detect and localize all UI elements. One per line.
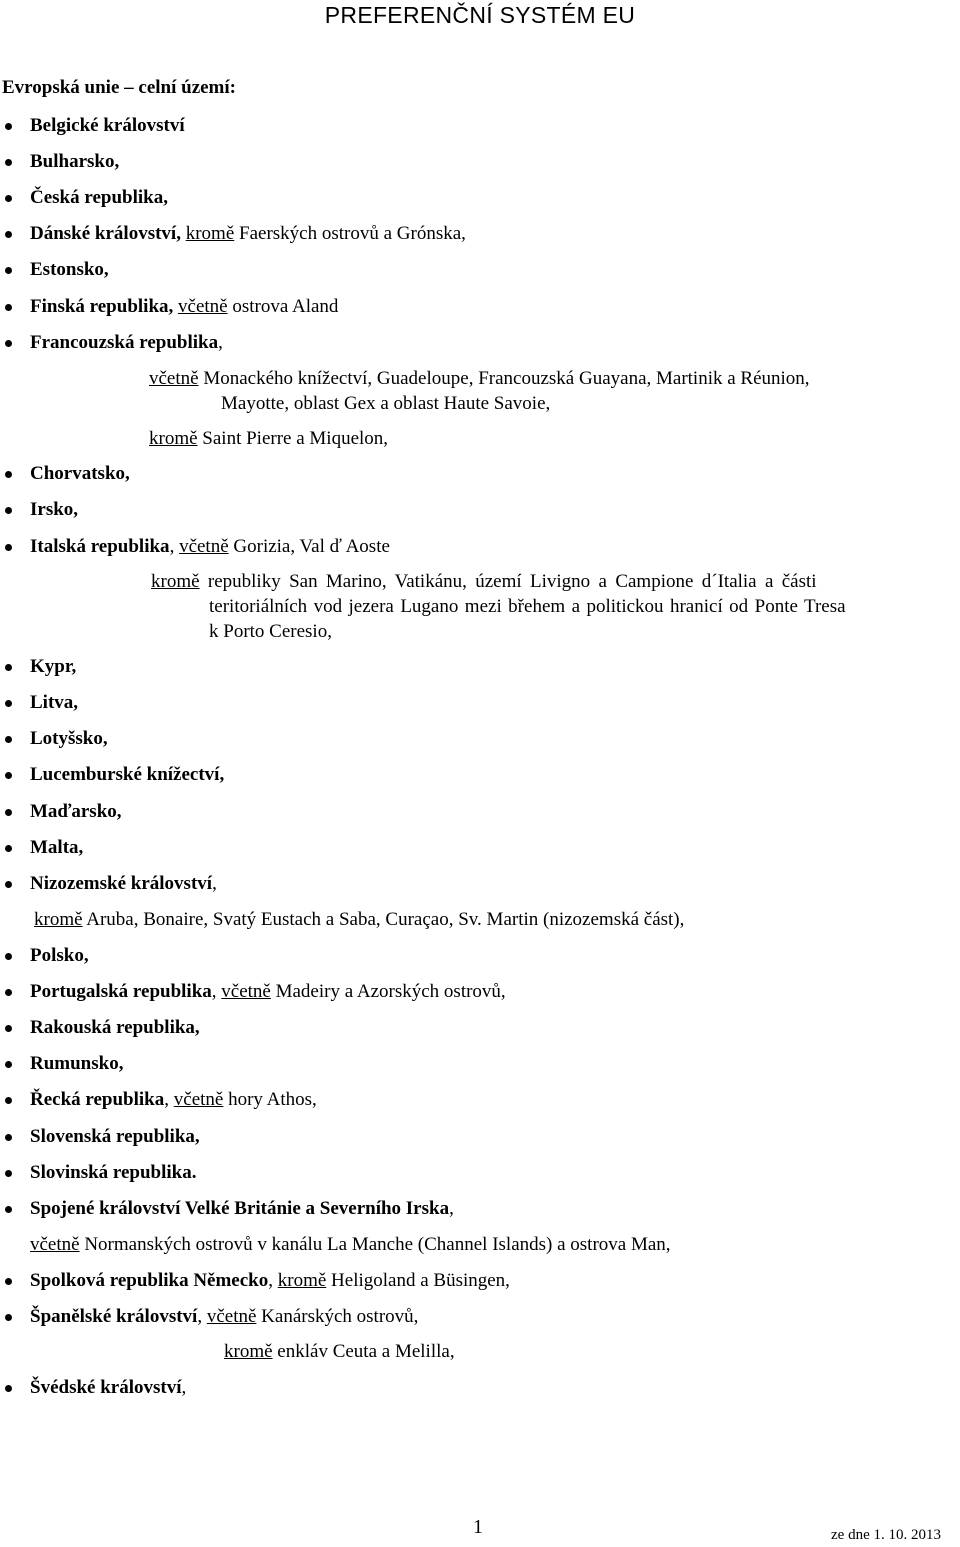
- bullet-icon: [5, 231, 12, 238]
- bullet-icon: [5, 195, 12, 202]
- francie-excluding: [149, 428, 388, 450]
- country-name: Dánské království,: [30, 223, 181, 244]
- list-item-irsko: [30, 499, 78, 521]
- note: ,: [218, 332, 223, 353]
- list-item-finsko: [30, 296, 338, 318]
- list-item-francie: [30, 332, 223, 354]
- keyword: kromě: [151, 571, 200, 592]
- keyword: včetně: [30, 1234, 80, 1255]
- list-item-spanelsko: [30, 1306, 418, 1328]
- country-name: Malta,: [30, 837, 84, 858]
- bullet-icon: [5, 845, 12, 852]
- country-name: Slovinská republika.: [30, 1162, 197, 1183]
- bullet-icon: [5, 1025, 12, 1032]
- note: Monackého knížectví, Guadeloupe, Francouzská Guayana, Martinik a Réunion,: [198, 368, 810, 389]
- country-name: Lucemburské knížectví,: [30, 764, 225, 785]
- italie-excluding-line-3: k Porto Ceresio,: [209, 621, 332, 642]
- list-item-portugalsko: [30, 981, 506, 1003]
- note: Gorizia, Val ď Aoste: [228, 536, 390, 557]
- country-name: Španělské království: [30, 1306, 198, 1327]
- bullet-icon: [5, 700, 12, 707]
- list-item-italie: [30, 536, 390, 558]
- keyword: včetně: [221, 981, 271, 1002]
- list-item-polsko: [30, 945, 89, 967]
- country-name: Spolková republika Německo: [30, 1270, 269, 1291]
- bullet-icon: [5, 267, 12, 274]
- note: enkláv Ceuta a Melilla,: [272, 1341, 455, 1362]
- country-name: Irsko,: [30, 499, 79, 520]
- country-name: Švédské království: [30, 1377, 182, 1398]
- keyword: včetně: [149, 368, 199, 389]
- separator: ,: [169, 536, 180, 557]
- list-item-bulharsko: [30, 151, 119, 173]
- note: Saint Pierre a Miquelon,: [197, 428, 389, 449]
- country-name: Spojené království Velké Británie a Severního Irska: [30, 1198, 450, 1219]
- country-name: Italská republika: [30, 536, 170, 557]
- note: Madeiry a Azorských ostrovů,: [270, 981, 506, 1002]
- country-name: Litva,: [30, 692, 79, 713]
- bullet-icon: [5, 1385, 12, 1392]
- bullet-icon: [5, 1206, 12, 1213]
- country-name: Portugalská republika: [30, 981, 212, 1002]
- country-name: Slovenská republika,: [30, 1126, 200, 1147]
- note: ostrova Aland: [227, 296, 339, 317]
- country-name: Maďarsko,: [30, 801, 122, 822]
- separator: ,: [268, 1270, 278, 1291]
- list-item-dansko: [30, 223, 466, 245]
- note: Aruba, Bonaire, Svatý Eustach a Saba, Curaçao, Sv. Martin (nizozemská část),: [82, 909, 685, 930]
- separator: ,: [211, 981, 222, 1002]
- bullet-icon: [5, 304, 12, 311]
- keyword: kromě: [277, 1270, 327, 1291]
- bullet-icon: [5, 1278, 12, 1285]
- country-name: Francouzská republika: [30, 332, 219, 353]
- note: ,: [212, 873, 217, 894]
- list-item-rumunsko: [30, 1053, 123, 1075]
- keyword: kromě: [185, 223, 235, 244]
- country-name: Lotyšsko,: [30, 728, 108, 749]
- country-name: Chorvatsko,: [30, 463, 130, 484]
- bullet-icon: [5, 772, 12, 779]
- list-item-belgie: [30, 115, 185, 137]
- list-item-rakousko: [30, 1017, 200, 1039]
- list-item-recko: [30, 1089, 317, 1111]
- country-name: Finská republika,: [30, 296, 174, 317]
- list-item-malta: [30, 837, 83, 859]
- bullet-icon: [5, 544, 12, 551]
- list-item-chorvatsko: [30, 463, 130, 485]
- page-title: PREFERENČNÍ SYSTÉM EU: [324, 2, 636, 28]
- bullet-icon: [5, 123, 12, 130]
- country-name: Řecká republika: [30, 1089, 165, 1110]
- note: Normanských ostrovů v kanálu La Manche (Channel Islands) a ostrova Man,: [79, 1234, 671, 1255]
- bullet-icon: [5, 1170, 12, 1177]
- bullet-icon: [5, 664, 12, 671]
- note: Kanárských ostrovů,: [256, 1306, 419, 1327]
- note: Heligoland a Büsingen,: [326, 1270, 510, 1291]
- bullet-icon: [5, 881, 12, 888]
- note: ,: [181, 1377, 187, 1398]
- bullet-icon: [5, 1314, 12, 1321]
- list-item-kypr: [30, 656, 76, 678]
- country-name: Nizozemské království: [30, 873, 213, 894]
- keyword: kromě: [224, 1341, 273, 1362]
- bullet-icon: [5, 736, 12, 743]
- note: ,: [449, 1198, 454, 1219]
- country-name: Polsko,: [30, 945, 89, 966]
- list-item-estonsko: [30, 259, 109, 281]
- nizozemsko-excluding: [34, 909, 684, 931]
- country-name: Rumunsko,: [30, 1053, 124, 1074]
- keyword: včetně: [173, 1089, 224, 1110]
- keyword: včetně: [206, 1306, 257, 1327]
- page-number: 1: [473, 1516, 483, 1538]
- list-item-cesko: [30, 187, 168, 209]
- footer-date: ze dne 1. 10. 2013: [831, 1527, 941, 1543]
- country-name: Estonsko,: [30, 259, 109, 280]
- list-item-litva: [30, 692, 78, 714]
- uk-including: [30, 1234, 671, 1256]
- list-item-madarsko: [30, 801, 122, 823]
- spanelsko-excluding: [224, 1341, 455, 1363]
- note: Faerských ostrovů a Grónska,: [234, 223, 466, 244]
- list-item-uk: [30, 1198, 454, 1220]
- bullet-icon: [5, 953, 12, 960]
- note: republiky San Marino, Vatikánu, území Livigno a Campione d´Italia a části: [199, 571, 817, 592]
- bullet-icon: [5, 471, 12, 478]
- section-heading: Evropská unie – celní území:: [2, 77, 236, 98]
- separator: ,: [164, 1089, 174, 1110]
- bullet-icon: [5, 989, 12, 996]
- bullet-icon: [5, 809, 12, 816]
- country-name: Belgické království: [30, 115, 185, 136]
- list-item-lucembursko: [30, 764, 224, 786]
- country-name: Bulharsko,: [30, 151, 120, 172]
- bullet-icon: [5, 159, 12, 166]
- list-item-nizozemsko: [30, 873, 217, 895]
- country-name: Rakouská republika,: [30, 1017, 200, 1038]
- note: hory Athos,: [223, 1089, 317, 1110]
- list-item-slovinsko: [30, 1162, 197, 1184]
- country-name: Kypr,: [30, 656, 77, 677]
- francie-including-line-1: [149, 368, 810, 390]
- list-item-nemecko: [30, 1270, 510, 1292]
- francie-including-line-2: Mayotte, oblast Gex a oblast Haute Savoie,: [221, 393, 551, 414]
- bullet-icon: [5, 1061, 12, 1068]
- italie-excluding-line-2: teritoriálních vod jezera Lugano mezi břehem a politickou hranicí od Ponte Tresa: [209, 596, 846, 617]
- list-item-svedsko: [30, 1377, 186, 1399]
- list-item-lotyssko: [30, 728, 108, 750]
- country-name: Česká republika,: [30, 187, 168, 208]
- list-item-slovensko: [30, 1126, 200, 1148]
- keyword: včetně: [178, 296, 228, 317]
- separator: ,: [197, 1306, 207, 1327]
- keyword: kromě: [149, 428, 198, 449]
- keyword: včetně: [179, 536, 229, 557]
- italie-excluding-line-1: [151, 571, 957, 593]
- keyword: kromě: [34, 909, 83, 930]
- bullet-icon: [5, 1134, 12, 1141]
- bullet-icon: [5, 1097, 12, 1104]
- bullet-icon: [5, 340, 12, 347]
- bullet-icon: [5, 507, 12, 514]
